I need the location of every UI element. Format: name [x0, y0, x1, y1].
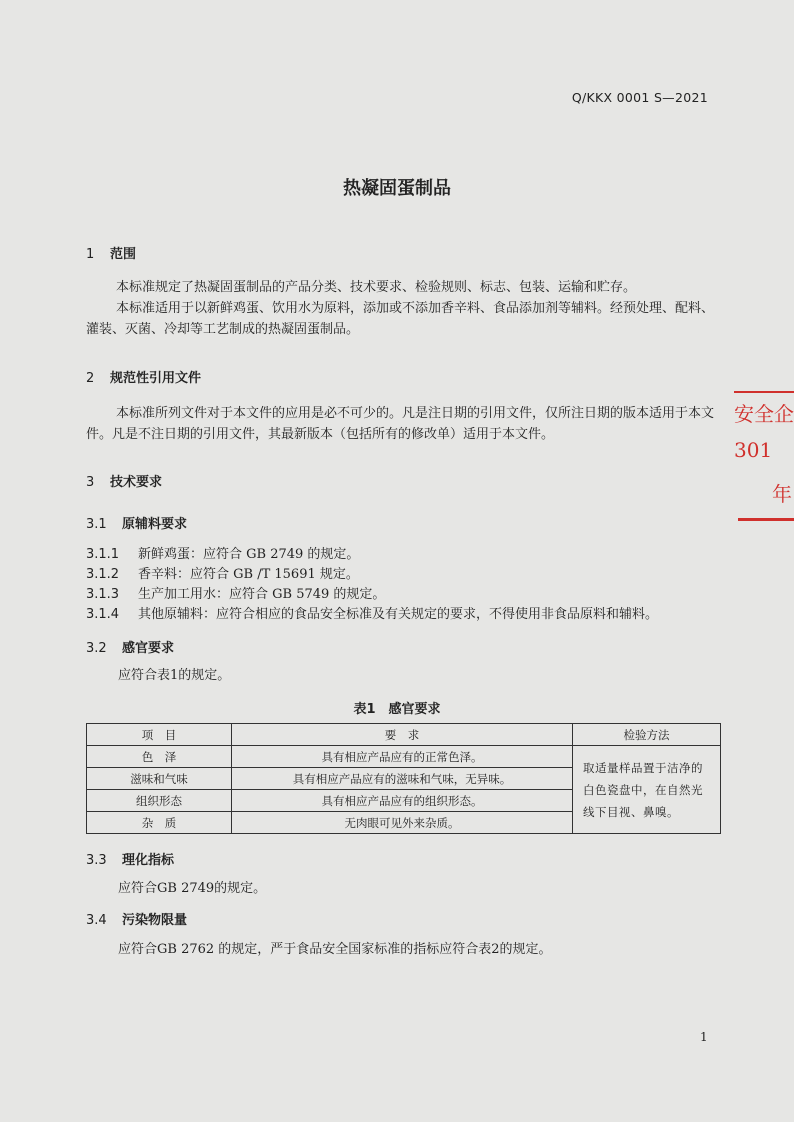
table-cell-item: 色 泽: [87, 746, 232, 768]
section-3-4-number: 3.4: [86, 913, 107, 928]
item-number: 3.1.1: [86, 547, 120, 562]
list-item: [86, 583, 385, 602]
section-3-3-heading: [86, 849, 174, 868]
table-header-cell: 项 目: [87, 724, 232, 746]
table-cell-method: 取适量样品置于洁净的白色瓷盘中，在自然光线下目视、鼻嗅。: [573, 746, 721, 834]
section-1-number: 1: [86, 247, 95, 262]
item-text: 香辛料：应符合 GB /T 15691 规定。: [138, 567, 359, 582]
section-1-title: 范围: [110, 247, 137, 262]
stamp-border-bottom: [738, 518, 794, 521]
table-cell-requirement: 具有相应产品应有的组织形态。: [232, 790, 573, 812]
section-3-3-para: 应符合GB 2749的规定。: [118, 881, 267, 896]
section-3-number: 3: [86, 475, 95, 490]
list-item: [86, 603, 658, 622]
section-3-1-heading: [86, 513, 187, 532]
section-3-2-para: 应符合表1的规定。: [118, 668, 231, 683]
section-3-4-title: 污染物限量: [122, 913, 188, 928]
table-header-cell: 要 求: [232, 724, 573, 746]
table-header-cell: 检验方法: [573, 724, 721, 746]
section-1-para-1: 本标准规定了热凝固蛋制品的产品分类、技术要求、检验规则、标志、包装、运输和贮存。: [116, 280, 637, 295]
section-3-title: 技术要求: [110, 475, 163, 490]
section-3-4-para: 应符合GB 2762 的规定，严于食品安全国家标准的指标应符合表2的规定。: [118, 942, 552, 957]
section-2-heading: [86, 367, 201, 386]
sensory-requirements-table: [86, 723, 721, 834]
section-1-para-2: 本标准适用于以新鲜鸡蛋、饮用水为原料，添加或不添加香辛料、食品添加剂等辅料。经预处理、配料、灌装、灭菌、冷却等工艺制成的热凝固蛋制品。: [86, 301, 715, 337]
table-header-row: [87, 724, 721, 746]
section-2-para-1: 本标准所列文件对于本文件的应用是必不可少的。凡是注日期的引用文件，仅所注日期的版本适用于本文件。凡是不注日期的引用文件，其最新版本（包括所有的修改单）适用于本文件。: [86, 406, 715, 442]
item-text: 新鲜鸡蛋：应符合 GB 2749 的规定。: [138, 547, 360, 562]
table-cell-item: 滋味和气味: [87, 768, 232, 790]
item-number: 3.1.4: [86, 607, 120, 622]
section-3-2-number: 3.2: [86, 641, 107, 656]
section-2-number: 2: [86, 371, 95, 386]
table-cell-requirement: 具有相应产品应有的正常色泽。: [232, 746, 573, 768]
section-2-title: 规范性引用文件: [110, 371, 202, 386]
stamp-text-line-3: 年: [772, 482, 792, 506]
page-number: 1: [700, 1030, 708, 1044]
stamp-text-line-1: 安全企: [734, 402, 794, 426]
document-title: 热凝固蛋制品: [343, 178, 451, 199]
red-seal-stamp: [730, 390, 794, 524]
item-text: 生产加工用水：应符合 GB 5749 的规定。: [138, 587, 386, 602]
table-cell-requirement: 具有相应产品应有的滋味和气味，无异味。: [232, 768, 573, 790]
section-3-2-heading: [86, 637, 174, 656]
stamp-text-line-2: 301: [734, 438, 773, 462]
stamp-border-top: [734, 391, 794, 393]
item-text: 其他原辅料：应符合相应的食品安全标准及有关规定的要求，不得使用非食品原料和辅料。: [138, 607, 659, 622]
section-3-4-heading: [86, 909, 187, 928]
table-cell-item: 杂 质: [87, 812, 232, 834]
table-cell-item: 组织形态: [87, 790, 232, 812]
item-number: 3.1.2: [86, 567, 120, 582]
section-3-3-number: 3.3: [86, 853, 107, 868]
section-3-3-title: 理化指标: [122, 853, 175, 868]
list-item: [86, 563, 359, 582]
table-cell-requirement: 无肉眼可见外来杂质。: [232, 812, 573, 834]
list-item: [86, 543, 359, 562]
section-3-2-title: 感官要求: [122, 641, 175, 656]
table-1-caption: 表1 感官要求: [353, 702, 441, 717]
section-1-heading: [86, 243, 136, 262]
section-3-heading: [86, 471, 162, 490]
section-3-1-title: 原辅料要求: [122, 517, 188, 532]
standard-number: Q/KKX 0001 S—2021: [571, 90, 708, 105]
item-number: 3.1.3: [86, 587, 120, 602]
table-row: [87, 746, 721, 768]
section-3-1-number: 3.1: [86, 517, 107, 532]
